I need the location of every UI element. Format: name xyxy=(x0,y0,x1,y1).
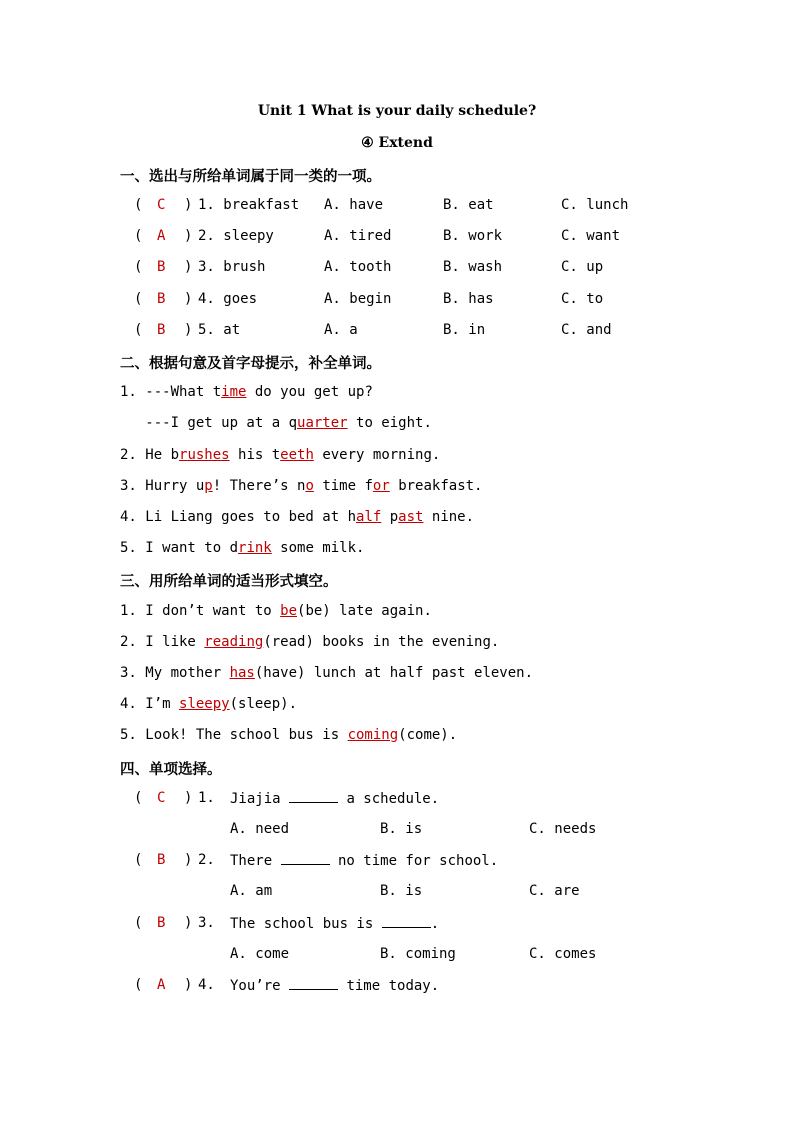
blank-line xyxy=(289,977,338,990)
paren-close: ) xyxy=(184,915,193,931)
sentence-text: time f xyxy=(313,478,373,494)
paren-close: ) xyxy=(184,259,193,275)
paren-close: ) xyxy=(184,197,193,213)
option-b: B. coming xyxy=(380,946,456,962)
sentence-text: 4. I’m xyxy=(120,696,180,712)
paren-open: ( xyxy=(134,228,143,244)
question-part: a schedule. xyxy=(338,791,440,807)
option-c: C. and xyxy=(561,322,612,338)
option-b: B. has xyxy=(443,291,494,307)
sentence-text: (be) late again. xyxy=(297,603,432,619)
option-a: A. am xyxy=(230,883,273,899)
option-b: B. wash xyxy=(443,259,503,275)
paren-open: ( xyxy=(134,291,143,307)
sentence-text: ! There’s n xyxy=(212,478,306,494)
fill-line xyxy=(120,665,533,681)
fill-line xyxy=(120,696,297,712)
fill-line xyxy=(120,415,432,431)
answer: B xyxy=(157,915,166,931)
option-c: C. are xyxy=(529,883,580,899)
sentence-text: every morning. xyxy=(313,447,441,463)
answer: sleepy xyxy=(179,696,230,712)
answer: ast xyxy=(398,509,424,525)
question-text xyxy=(230,852,498,869)
question-number: 4. xyxy=(198,977,215,993)
question-part: time today. xyxy=(338,978,440,994)
option-c: C. up xyxy=(561,259,604,275)
section-1-heading: 一、选出与所给单词属于同一类的一项。 xyxy=(120,169,381,185)
option-c: C. want xyxy=(561,228,621,244)
answer: rink xyxy=(238,540,272,556)
question-text xyxy=(230,790,439,807)
blank-line xyxy=(289,790,338,803)
section-4-heading: 四、单项选择。 xyxy=(120,762,222,778)
question-word: 4. goes xyxy=(198,291,258,307)
sentence-text: 1. I don’t want to xyxy=(120,603,281,619)
answer: C xyxy=(157,197,166,213)
option-c: C. comes xyxy=(529,946,597,962)
answer: or xyxy=(372,478,390,494)
question-part: There xyxy=(230,853,281,869)
answer: B xyxy=(157,852,166,868)
option-b: B. eat xyxy=(443,197,494,213)
answer: has xyxy=(229,665,255,681)
section-2-heading: 二、根据句意及首字母提示，补全单词。 xyxy=(120,356,381,372)
paren-close: ) xyxy=(184,852,193,868)
sentence-text: his t xyxy=(229,447,281,463)
blank-line xyxy=(382,915,431,928)
question-word: 3. brush xyxy=(198,259,266,275)
question-number: 2. xyxy=(198,852,215,868)
answer: B xyxy=(157,291,166,307)
answer: A xyxy=(157,977,166,993)
answer: B xyxy=(157,322,166,338)
sentence-text: ---I get up at a q xyxy=(120,415,298,431)
sentence-text: 5. I want to d xyxy=(120,540,239,556)
answer: A xyxy=(157,228,166,244)
sentence-text: 3. My mother xyxy=(120,665,230,681)
option-b: B. in xyxy=(443,322,486,338)
fill-line xyxy=(120,727,457,743)
paren-close: ) xyxy=(184,228,193,244)
sentence-text: p xyxy=(381,509,399,525)
question-word: 5. at xyxy=(198,322,241,338)
question-part: no time for school. xyxy=(329,853,499,869)
sentence-text: (read) books in the evening. xyxy=(263,634,500,650)
paren-open: ( xyxy=(134,977,143,993)
sentence-text: nine. xyxy=(423,509,475,525)
question-number: 3. xyxy=(198,915,215,931)
answer: alf xyxy=(356,509,382,525)
sentence-text: 4. Li Liang goes to bed at h xyxy=(120,509,357,525)
option-b: B. is xyxy=(380,883,423,899)
fill-line xyxy=(120,478,482,494)
paren-open: ( xyxy=(134,322,143,338)
sentence-text: 1. ---What t xyxy=(120,384,222,400)
question-number: 1. xyxy=(198,790,215,806)
sentence-text: (come). xyxy=(398,727,458,743)
blank-line xyxy=(281,852,330,865)
section-3-heading: 三、用所给单词的适当形式填空。 xyxy=(120,574,338,590)
answer: B xyxy=(157,259,166,275)
paren-open: ( xyxy=(134,197,143,213)
sentence-text: 2. He b xyxy=(120,447,180,463)
sentence-text: 5. Look! The school bus is xyxy=(120,727,348,743)
question-text xyxy=(230,977,439,994)
option-c: C. needs xyxy=(529,821,597,837)
option-c: C. to xyxy=(561,291,604,307)
option-b: B. is xyxy=(380,821,423,837)
answer: be xyxy=(280,603,298,619)
answer: coming xyxy=(347,727,399,743)
paren-open: ( xyxy=(134,790,143,806)
option-a: A. tooth xyxy=(324,259,392,275)
sentence-text: breakfast. xyxy=(389,478,483,494)
answer: C xyxy=(157,790,166,806)
question-part: . xyxy=(430,916,440,932)
sentence-text: do you get up? xyxy=(246,384,373,400)
sentence-text: some milk. xyxy=(271,540,365,556)
answer: reading xyxy=(204,634,264,650)
paren-open: ( xyxy=(134,915,143,931)
option-a: A. have xyxy=(324,197,384,213)
fill-line xyxy=(120,384,373,400)
answer: o xyxy=(305,478,314,494)
option-c: C. lunch xyxy=(561,197,629,213)
answer: rushes xyxy=(179,447,230,463)
paren-close: ) xyxy=(184,291,193,307)
paren-close: ) xyxy=(184,977,193,993)
paren-close: ) xyxy=(184,790,193,806)
question-text xyxy=(230,915,439,932)
question-word: 2. sleepy xyxy=(198,228,274,244)
question-word: 1. breakfast xyxy=(198,197,300,213)
option-a: A. come xyxy=(230,946,290,962)
option-a: A. need xyxy=(230,821,290,837)
page-title: Unit 1 What is your daily schedule? xyxy=(257,103,537,119)
option-a: A. begin xyxy=(324,291,392,307)
sentence-text: 3. Hurry u xyxy=(120,478,205,494)
question-part: Jiajia xyxy=(230,791,290,807)
answer: ime xyxy=(221,384,247,400)
paren-close: ) xyxy=(184,322,193,338)
option-a: A. tired xyxy=(324,228,392,244)
fill-line xyxy=(120,540,364,556)
paren-open: ( xyxy=(134,259,143,275)
option-a: A. a xyxy=(324,322,358,338)
paren-open: ( xyxy=(134,852,143,868)
fill-line xyxy=(120,509,474,525)
fill-line xyxy=(120,603,432,619)
question-part: The school bus is xyxy=(230,916,382,932)
fill-line xyxy=(120,447,440,463)
sentence-text: (sleep). xyxy=(229,696,298,712)
answer: eeth xyxy=(280,447,314,463)
fill-line xyxy=(120,634,499,650)
sentence-text: to eight. xyxy=(347,415,432,431)
answer: uarter xyxy=(297,415,348,431)
sentence-text: (have) lunch at half past eleven. xyxy=(254,665,534,681)
page-subtitle: ④ Extend xyxy=(361,135,433,151)
question-part: You’re xyxy=(230,978,290,994)
sentence-text: 2. I like xyxy=(120,634,205,650)
option-b: B. work xyxy=(443,228,503,244)
answer: p xyxy=(204,478,213,494)
